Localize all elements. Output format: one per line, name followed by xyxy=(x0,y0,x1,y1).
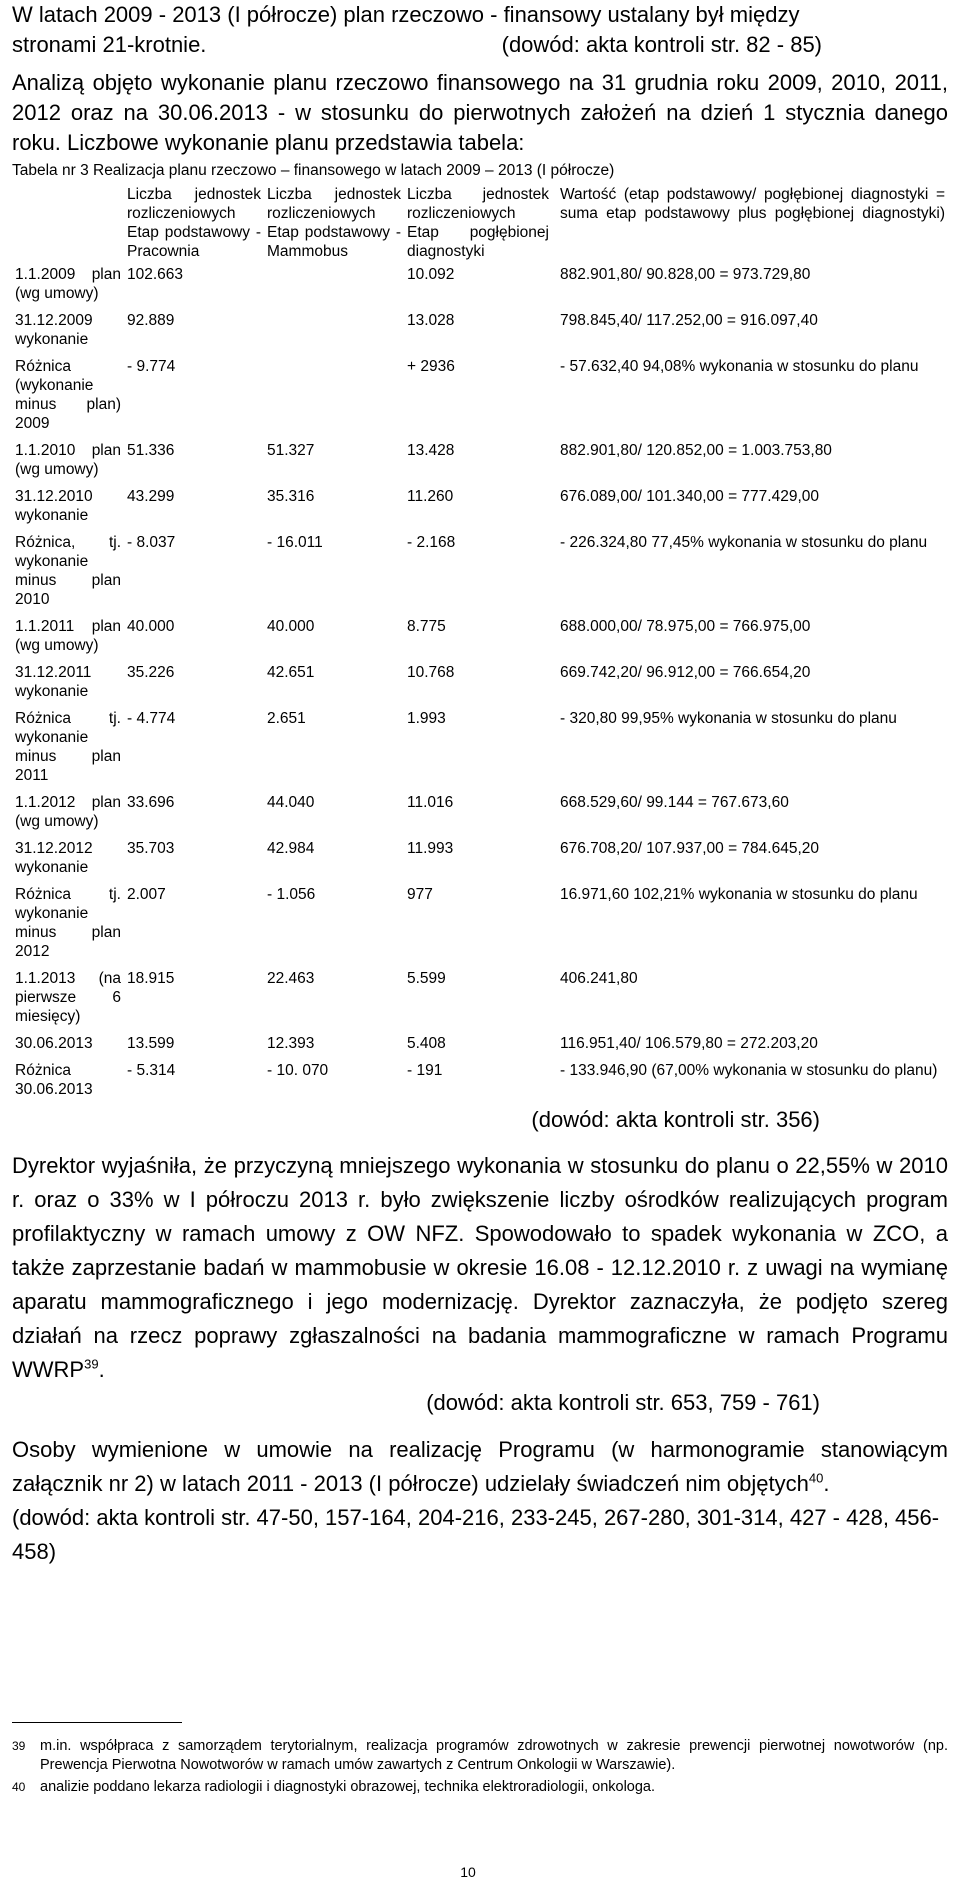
intro-line-1: W latach 2009 - 2013 (I półrocze) plan rzeczowo - finansowy ustalany był między xyxy=(12,2,800,27)
footnote-text: m.in. współpraca z samorządem terytorialnym, realizacja programów zdrowotnych w zakresie prewencji pierwotnej nowotworów (np. Prewencja Pierwotna Nowotworów w ramach umów zawartych z Centrum Onkologii w Warszawie). xyxy=(40,1738,948,1773)
table-cell: + 2936 xyxy=(407,358,455,375)
table-cell: 35.316 xyxy=(267,488,315,505)
footnotes xyxy=(12,1722,948,1797)
table-cell: 43.299 xyxy=(127,488,175,505)
table-cell: - 57.632,40 94,08% wykonania w stosunku do planu xyxy=(560,358,919,375)
persons-source: (dowód: akta kontroli str. 47-50, 157-164, 204-216, 233-245, 267-280, 301-314, 427 - 428, 456-458) xyxy=(12,1505,940,1564)
table-cell: 10.092 xyxy=(407,266,455,283)
table-row xyxy=(12,261,948,307)
persons-text: Osoby wymienione w umowie na realizację Programu (w harmonogramie stanowiącym załącznik nr 2) w latach 2011 - 2013 (I półrocze) udzielały świadczeń nim objętych xyxy=(12,1437,948,1496)
table-cell: 51.327 xyxy=(267,442,315,459)
table-source: (dowód: akta kontroli str. 356) xyxy=(531,1107,820,1132)
footnote-text: analizie poddano lekarza radiologii i diagnostyki obrazowej, technika elektroradiologii, onkologa. xyxy=(40,1779,656,1795)
persons-end: . xyxy=(823,1471,830,1496)
table-cell: 31.12.2009 wykonanie xyxy=(15,312,93,348)
table-cell: 33.696 xyxy=(127,794,175,811)
table-cell: 10.768 xyxy=(407,664,455,681)
intro-line-2 xyxy=(12,30,948,60)
table-header-cell: Liczba jednostek rozliczeniowych Etap pogłębionej diagnostyki xyxy=(407,186,549,260)
table-cell: 798.845,40/ 117.252,00 = 916.097,40 xyxy=(560,312,818,329)
table-cell: Różnica 30.06.2013 xyxy=(15,1062,93,1098)
footnote-ref-40: 40 xyxy=(808,1470,824,1486)
plan-table xyxy=(12,185,948,1103)
table-row xyxy=(12,881,948,965)
table-cell: - 2.168 xyxy=(407,534,456,551)
table-cell: 40.000 xyxy=(267,618,315,635)
director-paragraph xyxy=(12,1149,948,1387)
table-row xyxy=(12,965,948,1030)
table-cell: 1.1.2013 (na pierwsze 6 miesięcy) xyxy=(15,970,121,1025)
table-cell: 1.1.2010 plan (wg umowy) xyxy=(15,442,121,478)
intro-source: (dowód: akta kontroli str. 82 - 85) xyxy=(501,32,822,57)
table-cell: 2.007 xyxy=(127,886,166,903)
table-header-cell: Liczba jednostek rozliczeniowych Etap podstawowy - Mammobus xyxy=(267,186,401,260)
persons-paragraph xyxy=(12,1433,948,1501)
table-cell: 31.12.2012 wykonanie xyxy=(15,840,93,876)
footnote-number: 40 xyxy=(12,1780,26,1794)
table-cell: Różnica (wykonanie minus plan) 2009 xyxy=(15,358,121,432)
table-row xyxy=(12,307,948,353)
table-cell: 5.599 xyxy=(407,970,446,987)
director-text: Dyrektor wyjaśniła, że przyczyną mniejszego wykonania w stosunku do planu o 22,55% w 2010 r. oraz o 33% w I półroczu 2013 r. było zwiększenie liczby ośrodków realizujących program profilaktyczny w ramach umowy z OW NFZ. Spowodowało to spadek wykonania w ZCO, a także zaprzestanie badań w mammobusie w okresie 16.08 - 12.12.2010 r. z uwagi na wymianę aparatu mammograficznego i jego modernizację. Dyrektor zaznaczyła, że podjęto szereg działań na rzecz poprawy zgłaszalności na badania mammograficzne w ramach Programu WWRP xyxy=(12,1153,948,1382)
table-cell: - 10. 070 xyxy=(267,1062,329,1079)
director-source: (dowód: akta kontroli str. 653, 759 - 761) xyxy=(426,1390,820,1415)
table-cell: 44.040 xyxy=(267,794,315,811)
table-cell: 116.951,40/ 106.579,80 = 272.203,20 xyxy=(560,1035,818,1052)
table-cell: - 8.037 xyxy=(127,534,176,551)
footnote-ref-39: 39 xyxy=(84,1356,99,1372)
table-cell: 31.12.2010 wykonanie xyxy=(15,488,93,524)
table-header-row xyxy=(12,185,948,261)
table-cell xyxy=(264,307,404,353)
table-cell: 688.000,00/ 78.975,00 = 766.975,00 xyxy=(560,618,811,635)
table-cell: - 133.946,90 (67,00% wykonania w stosunku do planu) xyxy=(560,1062,938,1079)
table-cell: 8.775 xyxy=(407,618,446,635)
table-cell: 35.703 xyxy=(127,840,175,857)
table-cell: 669.742,20/ 96.912,00 = 766.654,20 xyxy=(560,664,811,681)
table-row xyxy=(12,659,948,705)
table-row xyxy=(12,789,948,835)
table-cell: - 16.011 xyxy=(267,534,323,551)
intro-line-2-left: stronami 21-krotnie. xyxy=(12,32,207,57)
table-cell: 2.651 xyxy=(267,710,306,727)
table-row xyxy=(12,529,948,613)
table-cell: 42.651 xyxy=(267,664,315,681)
table-cell: 30.06.2013 xyxy=(15,1035,93,1052)
table-header-cell xyxy=(12,185,124,261)
director-end: . xyxy=(98,1357,105,1382)
table-row xyxy=(12,835,948,881)
footnote-39 xyxy=(12,1737,948,1775)
table-caption: Tabela nr 3 Realizacja planu rzeczowo – finansowego w latach 2009 – 2013 (I półrocze) xyxy=(12,162,615,179)
table-cell: 18.915 xyxy=(127,970,175,987)
table-cell: 12.393 xyxy=(267,1035,315,1052)
table-cell: - 4.774 xyxy=(127,710,176,727)
table-cell: 92.889 xyxy=(127,312,175,329)
table-cell: - 226.324,80 77,45% wykonania w stosunku do planu xyxy=(560,534,928,551)
table-cell: 51.336 xyxy=(127,442,175,459)
table-cell: 11.260 xyxy=(407,488,454,505)
table-cell: Różnica tj. wykonanie minus plan 2012 xyxy=(15,886,121,960)
table-row xyxy=(12,1057,948,1103)
table-header-cell: Wartość (etap podstawowy/ pogłębionej diagnostyki = suma etap podstawowy plus pogłębionej diagnostyki) xyxy=(560,186,945,222)
table-cell: 16.971,60 102,21% wykonania w stosunku do planu xyxy=(560,886,918,903)
table-cell: - 191 xyxy=(407,1062,443,1079)
table-cell: 11.993 xyxy=(407,840,454,857)
footnote-number: 39 xyxy=(12,1739,26,1753)
table-cell: 676.089,00/ 101.340,00 = 777.429,00 xyxy=(560,488,820,505)
table-cell: 1.1.2011 plan (wg umowy) xyxy=(15,618,121,654)
table-cell: - 9.774 xyxy=(127,358,176,375)
table-cell: 882.901,80/ 120.852,00 = 1.003.753,80 xyxy=(560,442,832,459)
document-page xyxy=(12,0,948,1795)
table-cell: 882.901,80/ 90.828,00 = 973.729,80 xyxy=(560,266,811,283)
table-cell: 13.599 xyxy=(127,1035,175,1052)
table-cell: 676.708,20/ 107.937,00 = 784.645,20 xyxy=(560,840,820,857)
table-row xyxy=(12,483,948,529)
table-cell: - 5.314 xyxy=(127,1062,176,1079)
table-cell: 5.408 xyxy=(407,1035,446,1052)
table-row xyxy=(12,437,948,483)
table-cell: 13.428 xyxy=(407,442,455,459)
table-cell: 42.984 xyxy=(267,840,315,857)
table-cell: 35.226 xyxy=(127,664,175,681)
table-cell: - 1.056 xyxy=(267,886,316,903)
table-cell: 1.1.2009 plan (wg umowy) xyxy=(15,266,121,302)
table-cell xyxy=(264,353,404,437)
table-row xyxy=(12,353,948,437)
footnote-rule xyxy=(12,1722,182,1723)
analysis-paragraph: Analizą objęto wykonanie planu rzeczowo finansowego na 31 grudnia roku 2009, 2010, 2011, 2012 oraz na 30.06.2013 - w stosunku do pierwotnych założeń na dzień 1 stycznia danego roku. Liczbowe wykonanie planu przedstawia tabela: xyxy=(12,70,948,155)
table-cell: 406.241,80 xyxy=(560,970,638,987)
table-cell: 668.529,60/ 99.144 = 767.673,60 xyxy=(560,794,789,811)
table-cell: 22.463 xyxy=(267,970,315,987)
footnote-40 xyxy=(12,1778,948,1797)
table-cell: 102.663 xyxy=(127,266,184,283)
table-body xyxy=(12,261,948,1103)
table-cell: - 320,80 99,95% wykonania w stosunku do planu xyxy=(560,710,897,727)
table-cell: Różnica tj. wykonanie minus plan 2011 xyxy=(15,710,121,784)
table-header-cell: Liczba jednostek rozliczeniowych Etap podstawowy - Pracownia xyxy=(127,186,261,260)
table-cell: 13.028 xyxy=(407,312,455,329)
table-cell: 1.1.2012 plan (wg umowy) xyxy=(15,794,121,830)
table-cell: 40.000 xyxy=(127,618,175,635)
table-row xyxy=(12,1030,948,1057)
table-cell: 11.016 xyxy=(407,794,454,811)
table-cell: 31.12.2011 wykonanie xyxy=(15,664,92,700)
page-number: 10 xyxy=(460,1864,476,1880)
table-cell: 1.993 xyxy=(407,710,446,727)
table-cell xyxy=(264,261,404,307)
table-row xyxy=(12,705,948,789)
table-cell: 977 xyxy=(407,886,433,903)
table-cell: Różnica, tj. wykonanie minus plan 2010 xyxy=(15,534,121,608)
table-row xyxy=(12,613,948,659)
